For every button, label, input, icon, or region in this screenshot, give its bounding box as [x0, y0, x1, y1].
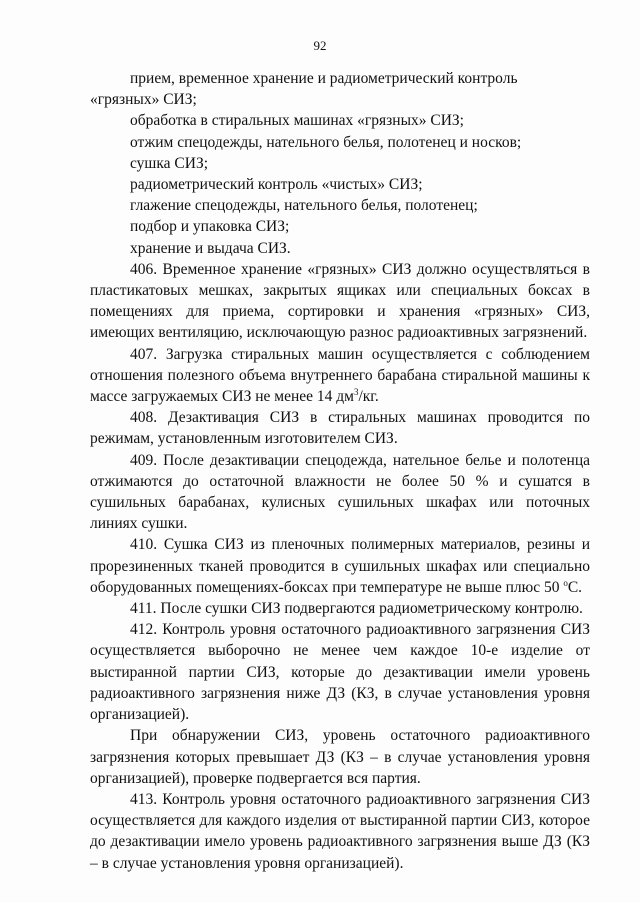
paragraph-412-continued: При обнаружении СИЗ, уровень остаточного радиоактивного загрязнения которых превышает ДЗ (КЗ – в случае установления уровня организацией), проверке подвергается вся партия.	[90, 727, 590, 787]
list-item: обработка в стиральных машинах «грязных» СИЗ;	[130, 112, 464, 130]
list-item: отжим спецодежды, нательного белья, полотенец и носков;	[130, 133, 522, 151]
paragraph-410-text: 410. Сушка СИЗ из пленочных полимерных материалов, резины и прорезиненных тканей проводится в сушильных шкафах или специально оборудованных помещениях-боксах при температуре не выше плюс 50	[90, 536, 590, 596]
list-item: прием, временное хранение и радиометрический контроль «грязных» СИЗ;	[90, 70, 518, 109]
paragraph-411: 411. После сушки СИЗ подвергаются радиометрическому контролю.	[130, 600, 583, 618]
document-body	[90, 68, 590, 874]
paragraph-409: 409. После дезактивации спецодежда, нательное белье и полотенца отжимаются до остаточной влажности не более 50 % и сушатся в сушильных барабанах, кулисных сушильных шкафах или поточных линиях сушки.	[90, 451, 590, 533]
list-item: хранение и выдача СИЗ.	[130, 239, 291, 257]
paragraph-410	[90, 534, 590, 598]
degree-symbol: о	[563, 577, 568, 588]
paragraph-408: 408. Дезактивация СИЗ в стиральных машинах проводится по режимам, установленным изготовителем СИЗ.	[90, 409, 590, 448]
page-number: 92	[313, 38, 327, 53]
list-item: сушка СИЗ;	[130, 154, 209, 172]
paragraph-413: 413. Контроль уровня остаточного радиоактивного загрязнения СИЗ осуществляется для каждого изделия от выстиранной партии СИЗ, которое до дезактивации имело уровень радиоактивного загрязнения выше ДЗ (КЗ – в случае установления уровня организацией).	[90, 790, 590, 872]
list-item: подбор и упаковка СИЗ;	[130, 218, 290, 236]
paragraph-407-unit: /кг.	[358, 388, 379, 406]
superscript-3: 3	[353, 386, 359, 397]
paragraph-407	[90, 344, 590, 408]
list-item: радиометрический контроль «чистых» СИЗ;	[130, 176, 423, 194]
paragraph-410-unit: С.	[567, 578, 583, 596]
list-item: глажение спецодежды, нательного белья, полотенец;	[130, 197, 478, 215]
paragraph-412: 412. Контроль уровня остаточного радиоактивного загрязнения СИЗ осуществляется выборочно не менее чем каждое 10-е изделие от выстиранной партии СИЗ, которые до дезактивации имели уровень радиоактивного загрязнения ниже ДЗ (КЗ, в случае установления уровня организацией).	[90, 621, 590, 724]
paragraph-407-text: 407. Загрузка стиральных машин осуществляется с соблюдением отношения полезного объема внутреннего барабана стиральной машины к массе загружаемых СИЗ не менее 14 дм	[90, 345, 590, 406]
paragraph-406: 406. Временное хранение «грязных» СИЗ должно осуществляться в пластикатовых мешках, закрытых ящиках или специальных боксах в помещениях для приема, сортировки и хранения «грязных» СИЗ, имеющих вентиляцию, исключающую разнос радиоактивных загрязнений.	[90, 260, 590, 342]
